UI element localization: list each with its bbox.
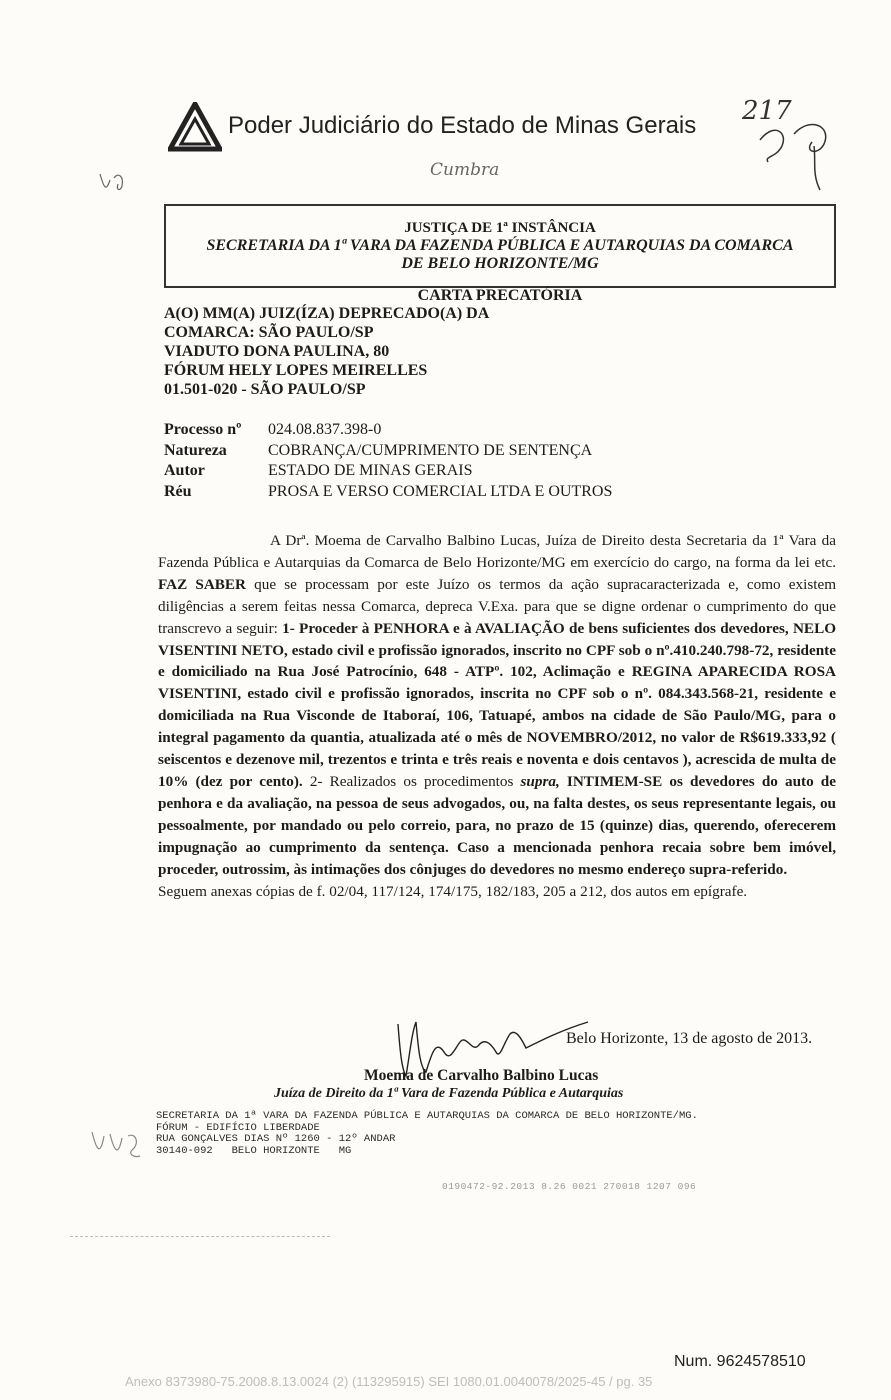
handwritten-page-number: 217	[742, 96, 792, 126]
addressee-block	[164, 304, 489, 399]
addressee-line: FÓRUM HELY LOPES MEIRELLES	[164, 362, 428, 379]
natureza-label: Natureza	[164, 441, 227, 459]
order-2-supra: supra,	[520, 772, 560, 790]
footer-address	[156, 1111, 698, 1157]
footer-address-line: RUA GONÇALVES DIAS Nº 1260 - 12º ANDAR	[156, 1133, 396, 1145]
footer-address-line: FÓRUM - EDIFÍCIO LIBERDADE	[156, 1121, 320, 1134]
natureza-value: COBRANÇA/CUMPRIMENTO DE SENTENÇA	[268, 441, 593, 459]
body-text	[158, 530, 836, 902]
court-name: Poder Judiciário do Estado de Minas Gerais	[228, 112, 697, 139]
protocol-stamp: 0190472-92.2013 8.26 0021 270018 1207 096	[442, 1181, 697, 1192]
signature-date: Belo Horizonte, 13 de agosto de 2013.	[566, 1030, 813, 1047]
handwritten-margin-mark	[96, 168, 136, 198]
intro-text: A Drª. Moema de Carvalho Balbino Lucas, Juíza de Direito desta Secretaria da 1ª Vara da Fazenda Pública e Autarquias da Comarca de Belo Horizonte/MG em exercício do cargo, na forma da lei etc.	[158, 532, 836, 571]
case-info	[164, 420, 612, 502]
annex-copies-line: Seguem anexas cópias de f. 02/04, 117/124, 174/175, 182/183, 205 a 212, dos autos em epígrafe.	[158, 882, 748, 900]
footer-address-line: SECRETARIA DA 1ª VARA DA FAZENDA PÚBLICA E AUTARQUIAS DA COMARCA DE BELO HORIZONTE/MG.	[156, 1110, 698, 1122]
document-number: Num. 9624578510	[674, 1353, 806, 1370]
addressee-line: A(O) MM(A) JUIZ(ÍZA) DEPRECADO(A) DA	[164, 305, 490, 322]
footer-address-line: 30140-092 BELO HORIZONTE MG	[156, 1144, 352, 1157]
body-text-2: que se processam por este Juízo os termos da ação supracaracterizada e, como existem diligências a serem feitas nessa Comarca, depreca V.Exa. para que se digne ordenar o cumprimento do que transcrevo a seguir:	[158, 575, 837, 637]
processo-label: Processo nº	[164, 421, 242, 438]
processo-value: 024.08.837.398-0	[268, 421, 382, 438]
order-2-start: 2- Realizados os procedimentos	[309, 772, 514, 790]
divider	[70, 1236, 330, 1237]
faz-saber: FAZ SABER	[158, 575, 247, 593]
court-logo	[168, 102, 222, 152]
box-line-2: SECRETARIA DA 1ª VARA DA FAZENDA PÚBLICA E AUTARQUIAS DA COMARCA	[206, 237, 794, 254]
order-1: 1- Proceder à PENHORA e à AVALIAÇÃO de bens suficientes dos devedores, NELO VISENTINI NETO, estado civil e profissão ignorados, inscrito no CPF sob o nº.410.240.798-72, residente e domiciliado na Rua José Patrocínio, 648 - ATPº. 102, Aclimação e REGINA APARECIDA ROSA VISENTINI, estado civil e profissão ignorados, inscrita no CPF sob o nº. 084.343.568-21, residente e domiciliada na Rua Visconde de Itaboraí, 106, Tatuapé, ambos na cidade de São Paulo/MG, para o integral pagamento da quantia, atualizada até o mês de NOVEMBRO/2012, no valor de R$619.333,92 ( seiscentos e dezenove mil, trezentos e trinta e três reais e noventa e dois centavos ), acrescida de multa de 10% (dez por cento).	[158, 619, 837, 790]
box-line-3: DE BELO HORIZONTE/MG	[401, 255, 599, 272]
signer-name: Moema de Carvalho Balbino Lucas	[364, 1067, 599, 1084]
handwritten-scribble: Cumbra	[430, 160, 500, 180]
document-title: CARTA PRECATÓRIA	[417, 287, 583, 304]
autor-value: ESTADO DE MINAS GERAIS	[268, 462, 473, 479]
handwritten-initials	[754, 112, 838, 192]
addressee-line: 01.501-020 - SÃO PAULO/SP	[164, 381, 366, 398]
body-paragraph	[158, 530, 836, 881]
autor-label: Autor	[164, 462, 205, 479]
annex-reference: Anexo 8373980-75.2008.8.13.0024 (2) (113295915) SEI 1080.01.0040078/2025-45 / pg. 35	[125, 1374, 653, 1389]
handwritten-margin-initials	[88, 1128, 144, 1164]
order-2-body: INTIMEM-SE os devedores do auto de penhora e da avaliação, na pessoa de seus advogados, ou, na falta destes, os seus representante legais, ou pessoalmente, por mandado ou pelo correio, para, no prazo de 15 (quinze) dias, querendo, oferecerem impugnação ao cumprimento da sentença. Caso a mencionada penhora recaia sobre bem imóvel, proceder, outrossim, às intimações dos cônjuges do devedores no mesmo endereço supra-referido.	[158, 772, 836, 878]
addressee-line: VIADUTO DONA PAULINA, 80	[164, 343, 390, 360]
addressee-line: COMARCA: SÃO PAULO/SP	[164, 324, 374, 341]
header-box	[164, 204, 836, 288]
signer-role: Juíza de Direito da 1ª Vara de Fazenda Pública e Autarquias	[274, 1086, 624, 1101]
reu-value: PROSA E VERSO COMERCIAL LTDA E OUTROS	[268, 482, 613, 500]
reu-label: Réu	[164, 482, 192, 500]
box-line-1: JUSTIÇA DE 1ª INSTÂNCIA	[404, 220, 596, 236]
